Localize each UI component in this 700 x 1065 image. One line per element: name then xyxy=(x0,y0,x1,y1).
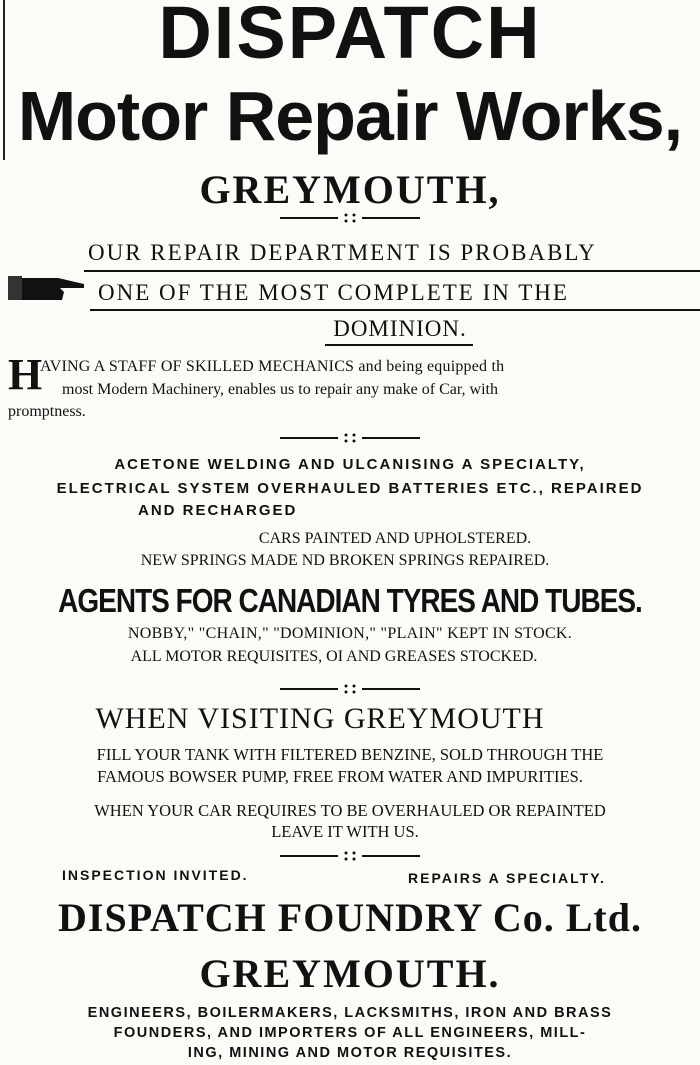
foundry-line1: ENGINEERS, BOILERMAKERS, LACKSMITHS, IRON AND BRASS xyxy=(87,1005,613,1021)
foundry-town: GREYMOUTH. xyxy=(199,951,501,996)
visiting-overhaul2: LEAVE IT WITH US. xyxy=(271,822,419,841)
repair-dept-rule-bottom xyxy=(90,309,700,311)
divider-2 xyxy=(0,431,700,449)
ad-subtitle: Motor Repair Works, xyxy=(17,77,683,155)
service-electrical: ELECTRICAL SYSTEM OVERHAULED BATTERIES ETC., REPAIRED xyxy=(56,480,644,497)
ad-title: DISPATCH xyxy=(158,0,542,74)
agents-heading: AGENTS FOR CANADIAN TYRES AND TUBES. xyxy=(58,582,642,620)
repair-dept-line3: DOMINION. xyxy=(333,316,467,341)
inspection-note: INSPECTION INVITED. xyxy=(62,867,249,883)
visiting-heading: WHEN VISITING GREYMOUTH xyxy=(95,702,545,735)
visiting-fill2: FAMOUS BOWSER PUMP, FREE FROM WATER AND IMPURITIES. xyxy=(97,767,583,786)
repair-dept-rule-top xyxy=(84,270,700,272)
staff-line1: AVING A STAFF OF SKILLED MECHANICS and being equipped th xyxy=(40,358,505,375)
foundry-line2: FOUNDERS, AND IMPORTERS OF ALL ENGINEERS, MILL- xyxy=(113,1025,587,1041)
service-welding: ACETONE WELDING AND ULCANISING A SPECIALTY, xyxy=(114,456,586,473)
header-town: GREYMOUTH, xyxy=(199,167,501,212)
divider-1 xyxy=(0,211,700,229)
pointing-hand-icon xyxy=(8,270,88,311)
foundry-name: DISPATCH FOUNDRY Co. Ltd. xyxy=(58,895,642,940)
divider-3 xyxy=(0,682,700,700)
staff-line3: promptness. xyxy=(8,403,86,420)
visiting-overhaul1: WHEN YOUR CAR REQUIRES TO BE OVERHAULED OR REPAINTED xyxy=(94,801,606,820)
agents-requisites: ALL MOTOR REQUISITES, OI AND GREASES STOCKED. xyxy=(130,648,538,665)
service-springs: NEW SPRINGS MADE ND BROKEN SPRINGS REPAIRED. xyxy=(140,552,550,569)
foundry-line3: ING, MINING AND MOTOR REQUISITES. xyxy=(187,1045,513,1061)
staff-dropcap: H xyxy=(8,350,43,399)
repair-dept-line2: ONE OF THE MOST COMPLETE IN THE xyxy=(98,280,569,305)
divider-4 xyxy=(0,849,700,867)
agents-brands: NOBBY," "CHAIN," "DOMINION," "PLAIN" KEPT IN STOCK. xyxy=(127,625,573,642)
service-painted: CARS PAINTED AND UPHOLSTERED. xyxy=(258,530,532,547)
visiting-fill1: FILL YOUR TANK WITH FILTERED BENZINE, SOLD THROUGH THE xyxy=(96,745,604,764)
service-recharged: AND RECHARGED xyxy=(138,502,298,519)
repairs-note: REPAIRS A SPECIALTY. xyxy=(408,870,606,886)
dominion-underline xyxy=(325,344,473,346)
staff-line2: most Modern Machinery, enables us to repair any make of Car, with xyxy=(62,381,498,398)
repair-dept-line1: OUR REPAIR DEPARTMENT IS PROBABLY xyxy=(88,240,597,265)
